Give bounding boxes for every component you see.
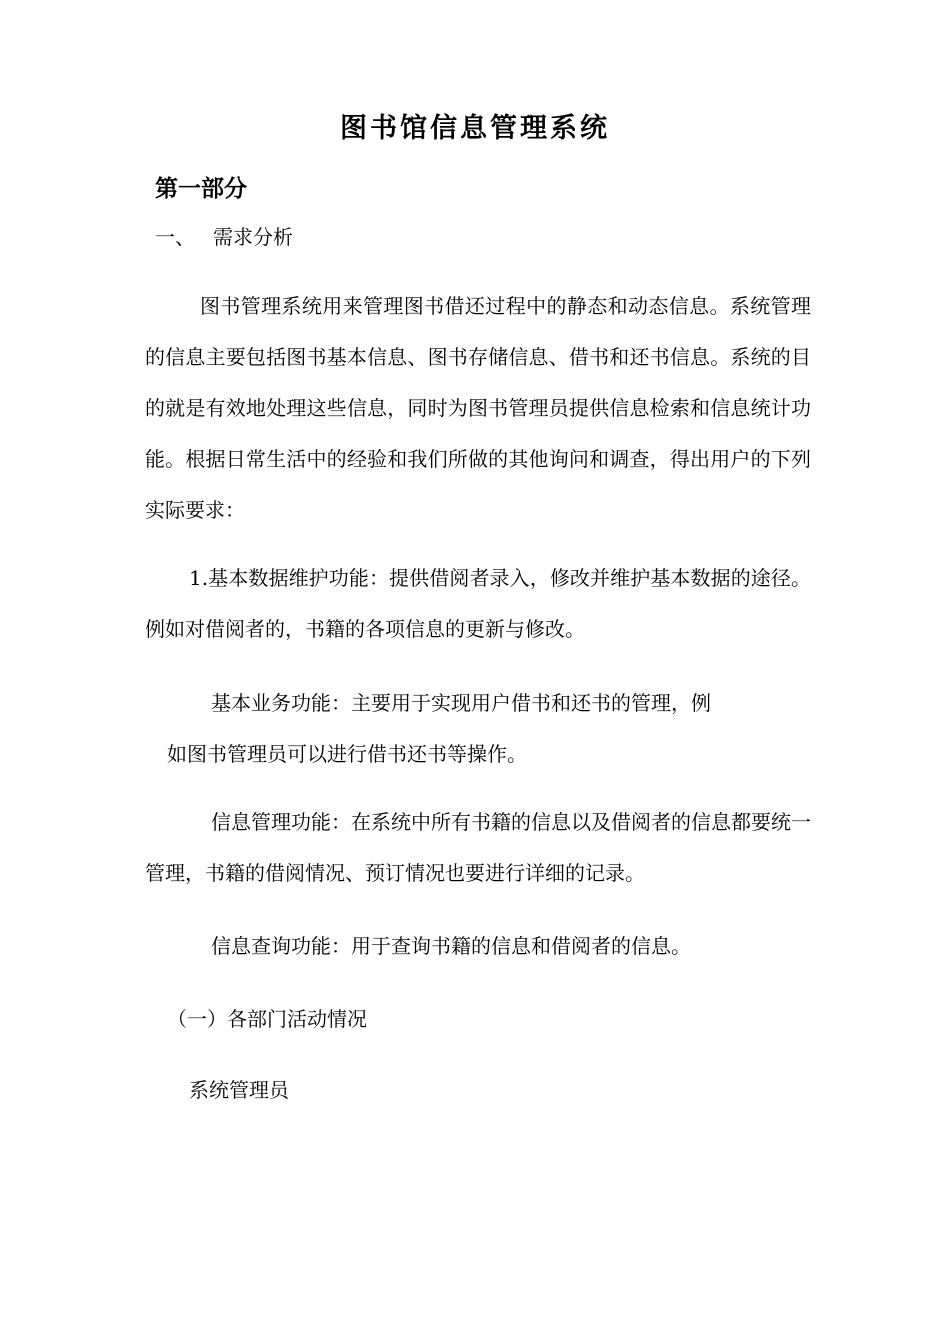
info-query-paragraph: 信息查询功能：用于查询书籍的信息和借阅者的信息。 bbox=[211, 934, 691, 958]
role-label: 系统管理员 bbox=[189, 1078, 289, 1102]
part-heading: 第一部分 bbox=[155, 176, 247, 202]
business-paragraph-line2: 如图书管理员可以进行借书还书等操作。 bbox=[167, 742, 527, 766]
section-number: 一、 bbox=[155, 225, 195, 249]
info-management-paragraph: 信息管理功能：在系统中所有书籍的信息以及借阅者的信息都要统一管理，书籍的借阅情况、预订情况也要进行详细的记录。 bbox=[145, 810, 811, 885]
document-title: 图书馆信息管理系统 bbox=[340, 113, 610, 144]
section-heading bbox=[155, 221, 293, 250]
basic-data-paragraph: 1.基本数据维护功能：提供借阅者录入，修改并维护基本数据的途径。例如对借阅者的，书籍的各项信息的更新与修改。 bbox=[145, 566, 811, 641]
intro-paragraph: 图书管理系统用来管理图书借还过程中的静态和动态信息。系统管理的信息主要包括图书基本信息、图书存储信息、借书和还书信息。系统的目的就是有效地处理这些信息，同时为图书管理员提供信息检索和信息统计功能。根据日常生活中的经验和我们所做的其他询问和调查，得出用户的下列实际要求： bbox=[145, 294, 811, 522]
section-title: 需求分析 bbox=[213, 225, 293, 249]
business-paragraph-line1: 基本业务功能：主要用于实现用户借书和还书的管理，例 bbox=[211, 691, 711, 715]
subsection-heading: （一）各部门活动情况 bbox=[167, 1007, 367, 1031]
